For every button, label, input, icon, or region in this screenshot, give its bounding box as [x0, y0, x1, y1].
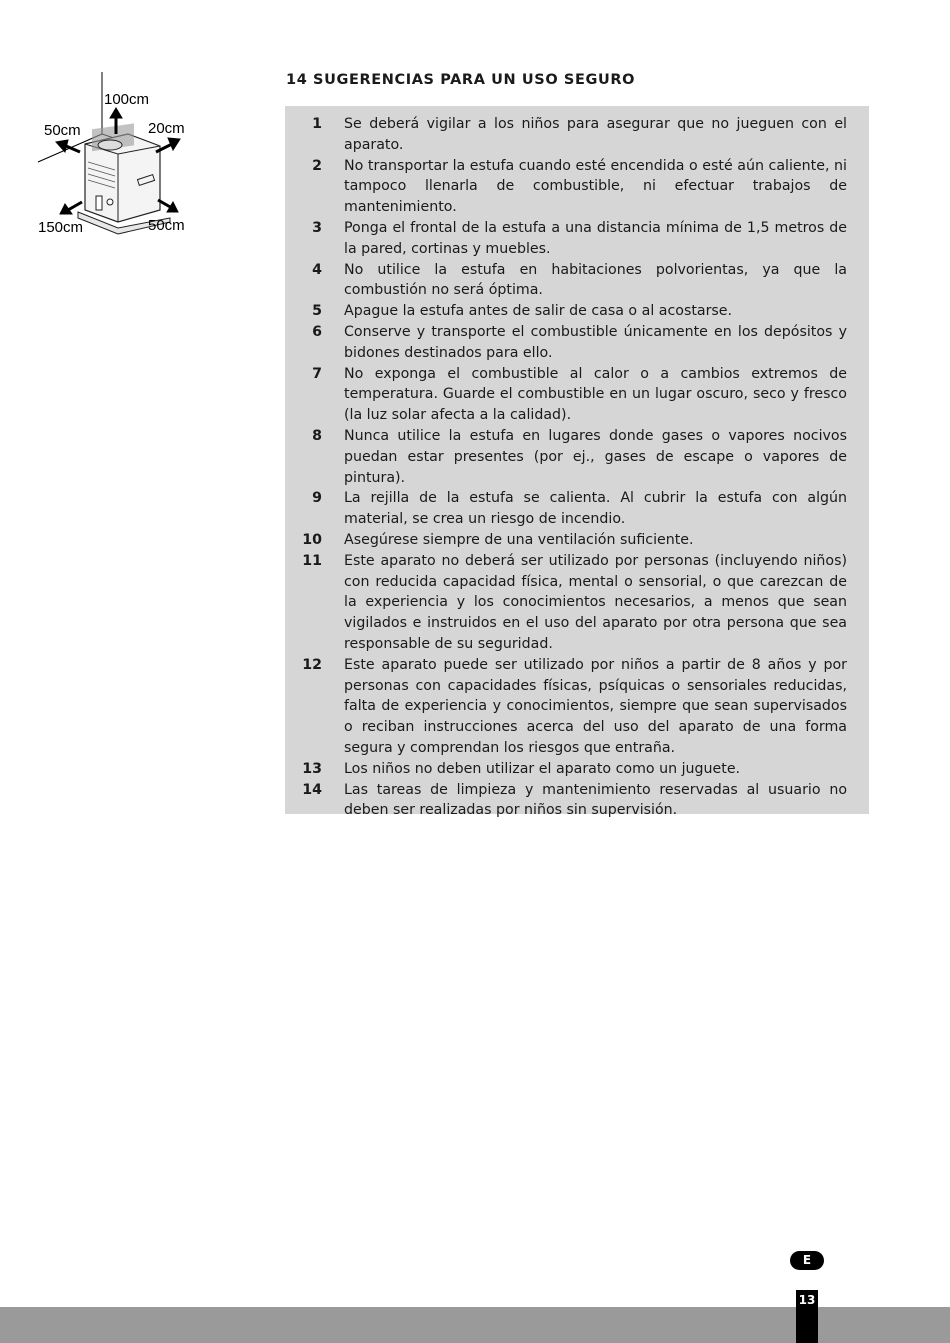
tip-text: Las tareas de limpieza y mantenimiento reservadas al usuario no deben ser realizadas por niños sin supervisión.: [344, 781, 847, 819]
tip-number: 1: [312, 116, 322, 132]
tip-text: No exponga el combustible al calor o a cambios extremos de temperatura. Guarde el combustible en un lugar oscuro, seco y fresco (la luz solar afecta a la calidad).: [344, 365, 847, 424]
tip-item: [295, 364, 847, 426]
tip-number: 4: [312, 261, 322, 278]
tip-item: [295, 301, 847, 322]
tip-item: [295, 260, 847, 302]
tip-item: [295, 114, 847, 156]
clearance-label-front: 150cm: [38, 219, 84, 236]
tip-number: 14: [302, 781, 322, 798]
language-badge: E: [790, 1251, 824, 1270]
tip-number: 9: [312, 490, 322, 507]
tip-item: [295, 322, 847, 364]
section-title: 14 SUGERENCIAS PARA UN USO SEGURO: [286, 72, 636, 88]
tip-item: [295, 655, 847, 759]
tip-text: Asegúrese siempre de una ventilación suficiente.: [344, 531, 694, 548]
tip-text: Apague la estufa antes de salir de casa o al acostarse.: [344, 303, 733, 320]
tip-text: Este aparato puede ser utilizado por niños a partir de 8 años y por personas con capacidades físicas, psíquicas o sensoriales reducidas, falta de experiencia y conocimientos, siempre que sean supervisados o reciban instrucciones acerca del uso del aparato de una forma segura y comprendan los riesgos que entraña.: [344, 656, 847, 756]
tip-item: [295, 551, 847, 655]
tip-item: [295, 218, 847, 260]
tip-number: 3: [312, 219, 322, 236]
clearance-label-top: 100cm: [104, 91, 150, 108]
tip-item: [295, 530, 847, 551]
tip-number: 13: [302, 760, 322, 777]
tip-text: Este aparato no deberá ser utilizado por personas (incluyendo niños) con reducida capacidad física, mental o sensorial, o que carezcan de la experiencia y los conocimientos necesarios, a menos que sean vigilados e instruidos en el uso del aparato por otra persona que sea responsable de su seguridad.: [344, 552, 847, 652]
tip-number: 12: [302, 656, 322, 673]
tip-text: No utilice la estufa en habitaciones polvorientas, ya que la combustión no será óptima.: [344, 261, 847, 299]
tip-number: 2: [312, 157, 322, 174]
tip-item: [295, 759, 847, 780]
tip-number: 5: [312, 303, 322, 320]
tip-text: Se deberá vigilar a los niños para asegurar que no jueguen con el aparato.: [344, 116, 847, 153]
clearance-label-back: 50cm: [148, 217, 185, 234]
tip-item: [295, 426, 847, 488]
tip-number: 8: [312, 427, 322, 444]
tip-number: 10: [302, 531, 322, 548]
tip-text: Nunca utilice la estufa en lugares donde gases o vapores nocivos puedan estar presentes (por ej., gases de escape o vapores de pintura).: [344, 427, 847, 486]
tip-item: [295, 488, 847, 530]
clearance-label-right: 20cm: [148, 120, 185, 137]
clearance-label-left: 50cm: [44, 122, 81, 139]
tip-number: 7: [312, 365, 322, 382]
page-number: 13: [796, 1290, 818, 1343]
tip-text: La rejilla de la estufa se calienta. Al cubrir la estufa con algún material, se crea un riesgo de incendio.: [344, 490, 847, 528]
tip-item: [295, 780, 847, 822]
safety-tips-box: [285, 106, 869, 819]
clearance-diagram: [30, 72, 210, 252]
tip-text: Ponga el frontal de la estufa a una distancia mínima de 1,5 metros de la pared, cortinas y muebles.: [344, 219, 847, 257]
tip-item: [295, 156, 847, 218]
tip-number: 11: [302, 552, 322, 569]
tip-text: Conserve y transporte el combustible únicamente en los depósitos y bidones destinados para ello.: [344, 323, 847, 361]
tip-text: Los niños no deben utilizar el aparato como un juguete.: [344, 760, 741, 777]
tip-number: 6: [312, 323, 322, 340]
tip-text: No transportar la estufa cuando esté encendida o esté aún caliente, ni tampoco llenarla de combustible, ni efectuar trabajos de mantenimiento.: [344, 157, 847, 216]
